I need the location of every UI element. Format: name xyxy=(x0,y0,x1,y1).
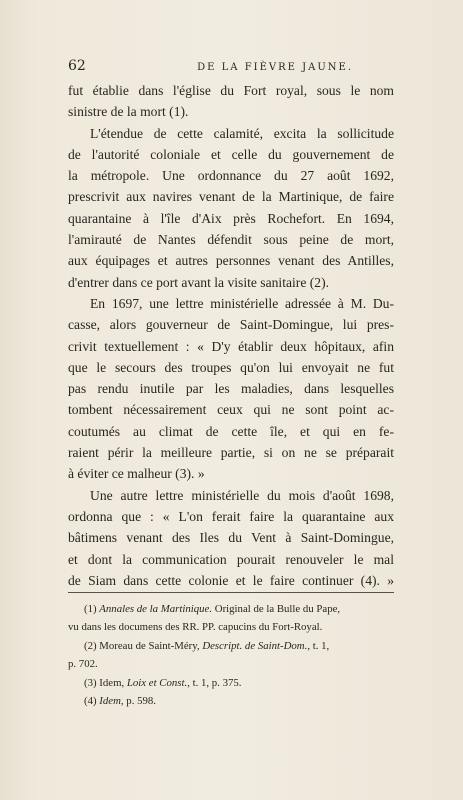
footnote-title: Idem xyxy=(99,695,121,708)
page-header xyxy=(68,58,383,74)
footnote-1 xyxy=(68,600,394,618)
footnote-1-continuation: vu dans les documens des RR. PP. capucins du Fort-Royal. xyxy=(68,621,323,634)
text-line: la métropole. Une ordonnance du 27 août 1692, xyxy=(68,168,394,184)
text-line: casse, alors gouverneur de Saint-Domingue, lui pres- xyxy=(68,317,394,333)
footnote-3 xyxy=(68,674,394,692)
footnote-2-continuation: p. 702. xyxy=(68,658,98,671)
text-line: et dont la communication pourait renouveler le mal xyxy=(68,551,394,567)
text-line: pas rendu inutile par les maladies, dans lesquelles xyxy=(68,381,394,397)
text-line: à éviter ce malheur (3). » xyxy=(68,466,205,482)
text-line: En 1697, une lettre ministérielle adressée à M. Du- xyxy=(90,295,394,311)
footnote-number: (4) xyxy=(84,695,97,708)
footnote-text: , p. 598. xyxy=(120,695,156,708)
text-line: de l'autorité coloniale et celle du gouvernement de xyxy=(68,146,394,162)
footnote-number: (3) xyxy=(84,676,97,689)
footnote-title: Descript. de Saint-Dom. xyxy=(202,639,308,652)
running-head: DE LA FIÈVRE JAUNE. xyxy=(197,62,353,73)
text-line: raient périr la meilleure partie, si on ne se préparait xyxy=(68,445,394,461)
text-line: tombent nécessairement ceux qui ne sont point ac- xyxy=(68,402,394,418)
text-line: l'amirauté de Nantes défendit sous peine de mort, xyxy=(68,232,394,248)
footnote-2 xyxy=(68,637,394,655)
footnote-number: (1) xyxy=(84,603,97,615)
footnote-rule xyxy=(68,592,394,593)
footnote-text: Original de la Bulle du Pape, xyxy=(214,603,341,615)
text-line: d'entrer dans ce port avant la visite sanitaire (2). xyxy=(68,274,330,290)
footnote-title: Loix et Const. xyxy=(126,676,188,689)
footnote-text: Idem, xyxy=(99,676,125,689)
footnote-text: , t. 1, p. 375. xyxy=(187,676,242,689)
text-line: de Siam dans cette colonie et le faire continuer (4). » xyxy=(68,572,394,588)
footnote-4 xyxy=(68,692,394,710)
text-line: ordonna que : « L'on ferait faire la quarantaine aux xyxy=(68,508,394,524)
text-line: sinistre de la mort (1). xyxy=(68,104,189,120)
footnote-title: Annales de la Martinique. xyxy=(99,603,213,615)
text-line: L'étendue de cette calamité, excita la sollicitude xyxy=(90,125,394,141)
text-line: que le secours des troupes qu'on lui envoyait ne fut xyxy=(68,359,394,375)
text-line: coutumés au climat de cette île, et qui en fe- xyxy=(68,423,394,439)
page-number: 62 xyxy=(68,58,86,74)
footnote-text: Moreau de Saint-Méry, xyxy=(99,639,200,652)
text-line: crivit textuellement : « D'y établir deux hôpitaux, afin xyxy=(68,338,394,354)
text-line: fut établie dans l'église du Fort royal, sous le nom xyxy=(68,83,394,98)
text-line: quarantaine à l'île d'Aix près Rochefort. En 1694, xyxy=(68,210,394,226)
footnote-number: (2) xyxy=(84,639,97,652)
body-text xyxy=(68,80,394,591)
footnotes xyxy=(68,600,394,710)
text-line: aux équipages et autres personnes venant des Antilles, xyxy=(68,253,394,269)
text-line: bâtimens venant des Iles du Vent à Saint-Domingue, xyxy=(68,530,394,546)
text-line: Une autre lettre ministérielle du mois d'août 1698, xyxy=(90,487,394,503)
footnote-text: , t. 1, xyxy=(307,639,330,652)
text-line: prescrivit aux navires venant de la Martinique, de faire xyxy=(68,189,394,205)
